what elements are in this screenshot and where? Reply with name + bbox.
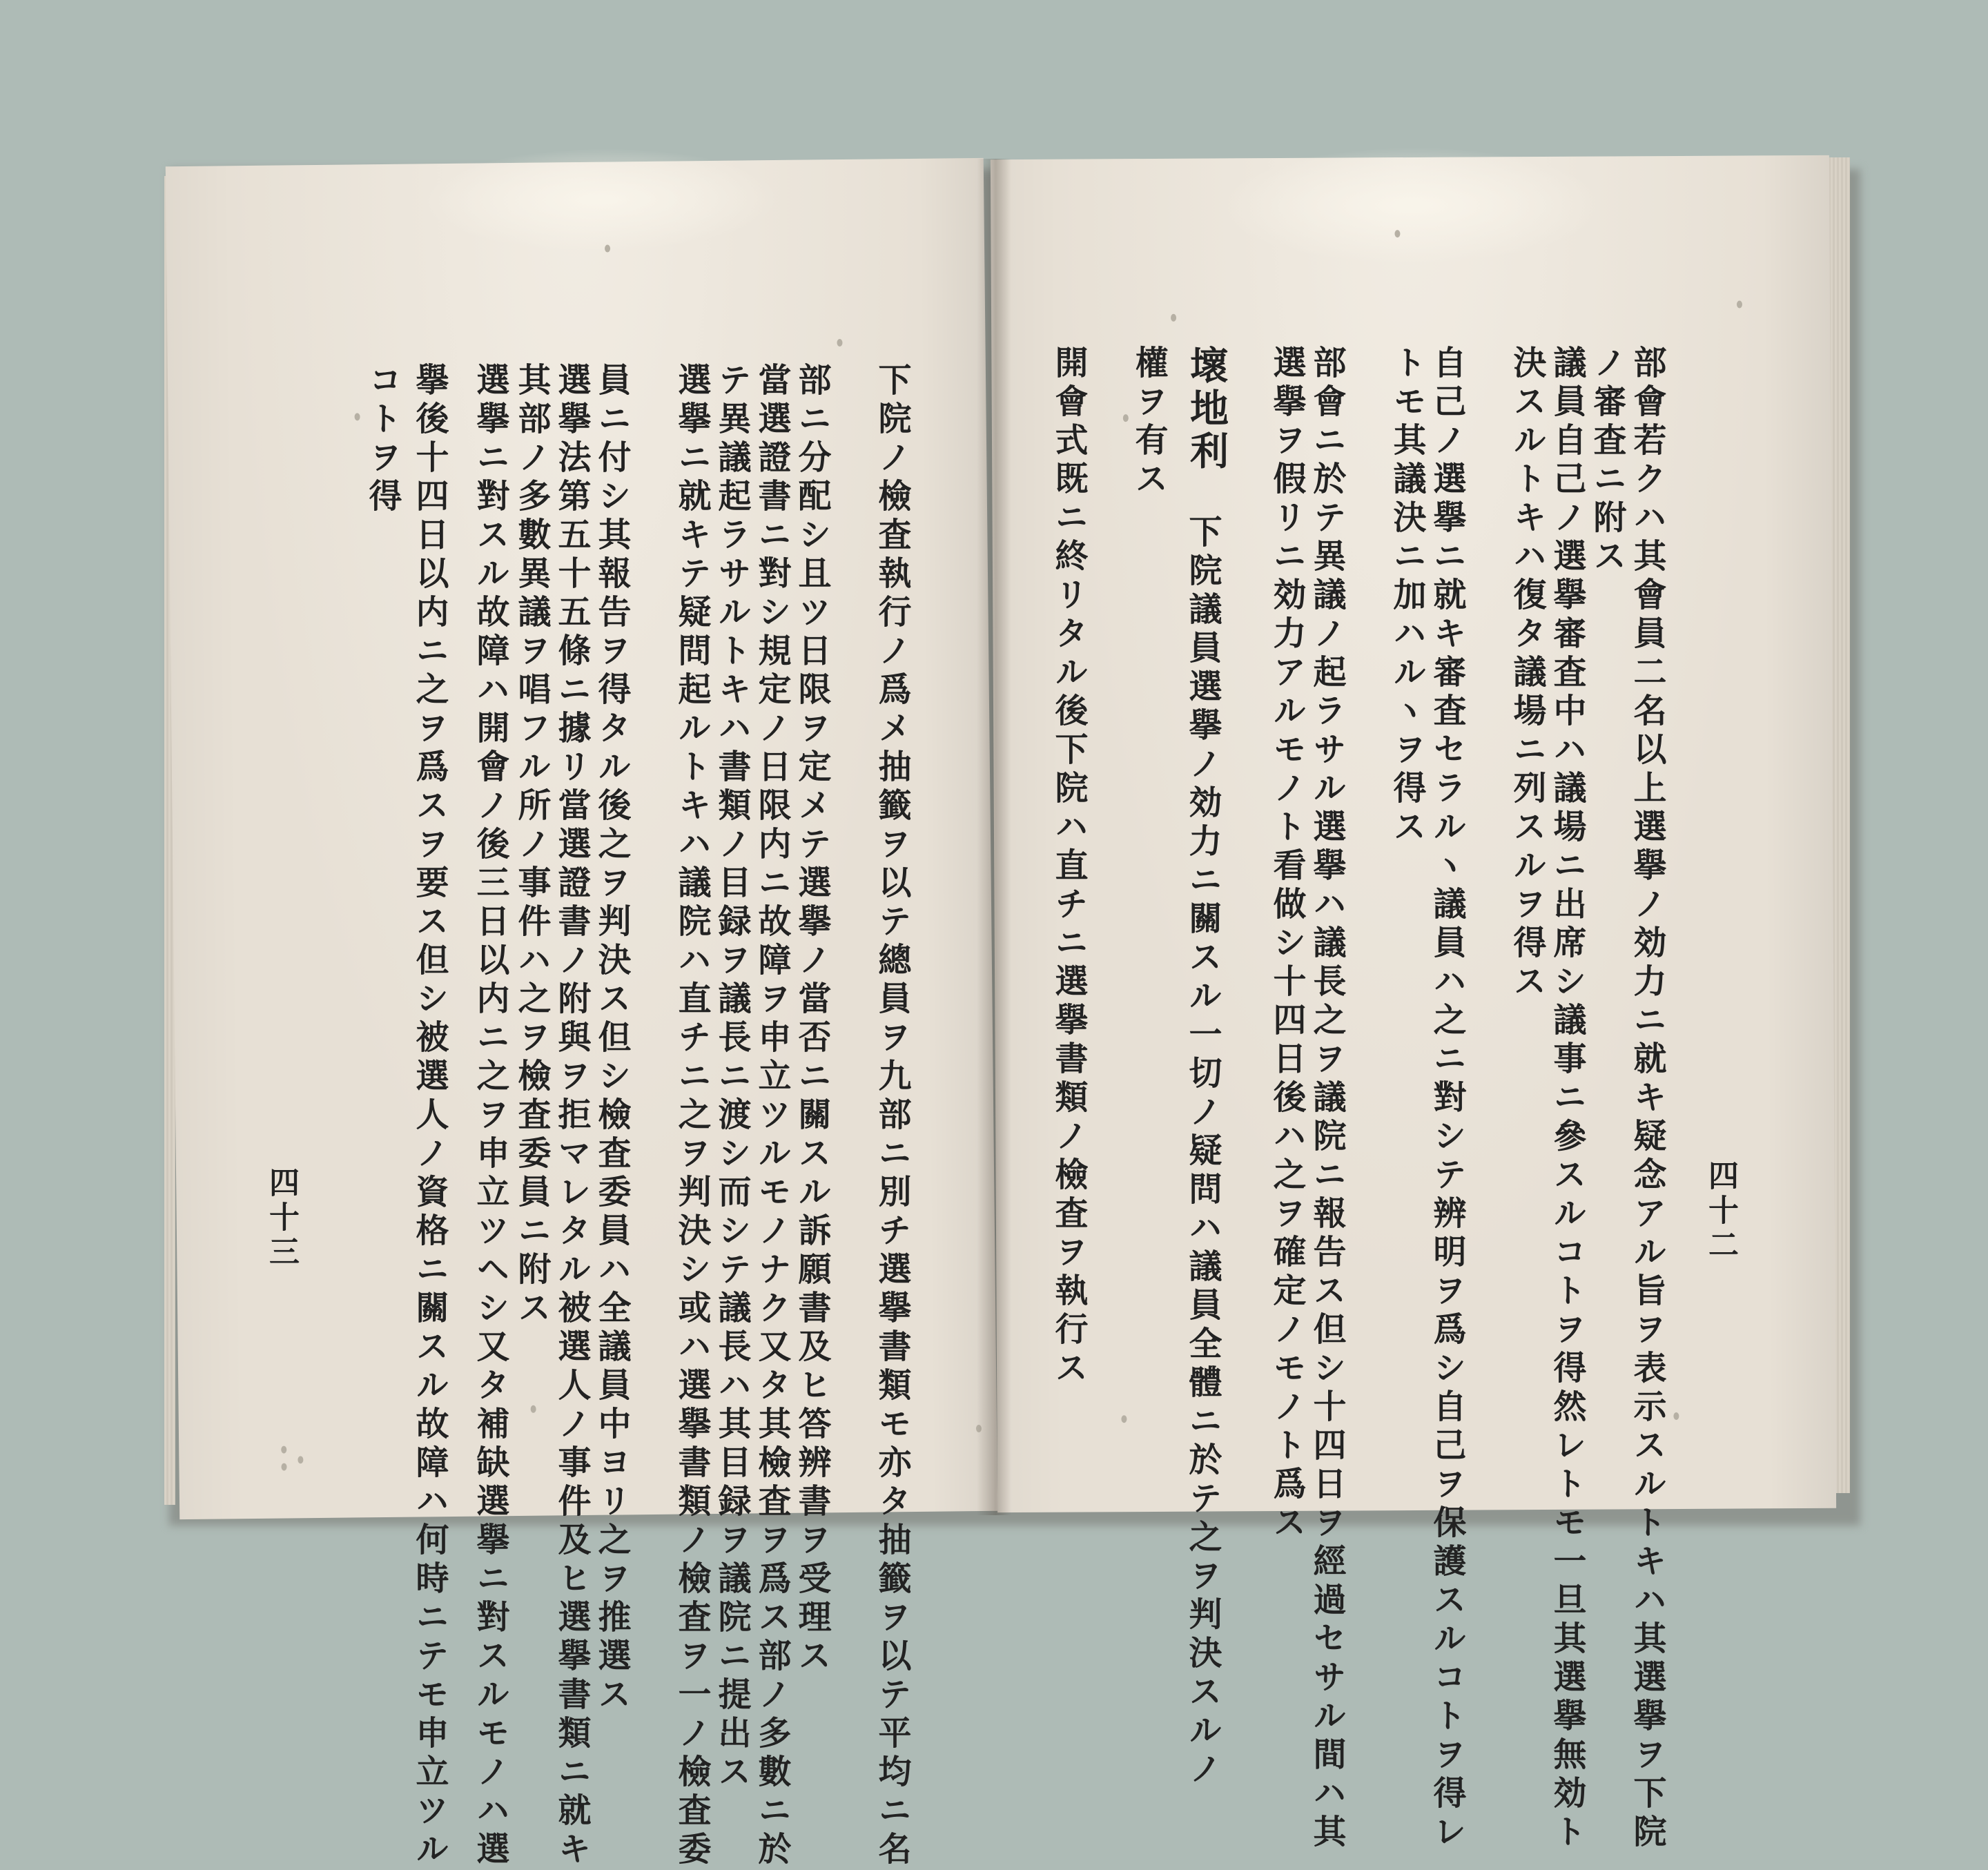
- spot: [1394, 230, 1400, 237]
- book-gutter: [977, 159, 1011, 1515]
- right-col-3: 議員自己ノ選擧審査中ハ議場ニ出席シ議事ニ參スルコトヲ得然レトモ一旦其選擧無効ト: [1548, 345, 1586, 1853]
- left-col-6: 員ニ付シ其報告ヲ得タル後之ヲ判決ス但シ檢査委員ハ全議員中ヨリ之ヲ推選ス: [592, 362, 631, 1715]
- right-heading-lead: 下院議員選擧ノ効力ニ關スル一切ノ疑問ハ議員全體ニ於テ之ヲ判決スルノ: [1183, 514, 1222, 1790]
- spot: [355, 413, 360, 420]
- section-heading: 壞地利: [1184, 345, 1229, 474]
- left-col-3: 當選證書ニ對シ規定ノ日限内ニ故障ヲ申立ツルモノナク又タ其檢査ヲ爲ス部ノ多數ニ於: [752, 362, 791, 1870]
- left-col-8: 其部ノ多數異議ヲ唱フル所ノ事件ハ之ヲ檢査委員ニ附ス: [512, 362, 551, 1329]
- right-col-2: ノ審査ニ附ス: [1588, 345, 1626, 577]
- spot: [1737, 300, 1742, 308]
- left-col-5: 選擧ニ就キテ疑問起ルトキハ議院ハ直チニ之ヲ判決シ或ハ選擧書類ノ檢査ヲ一ノ檢査委: [672, 362, 711, 1870]
- spot: [281, 1446, 286, 1454]
- right-col-8: 選擧ヲ假リニ効力アルモノト看做シ十四日後ハ之ヲ確定ノモノト爲ス: [1267, 345, 1306, 1543]
- spot: [531, 1405, 536, 1413]
- spot: [605, 245, 610, 253]
- right-col-1: 部會若クハ其會員二名以上選擧ノ効力ニ就キ疑念アル旨ヲ表示スルトキハ其選擧ヲ下院: [1628, 345, 1666, 1853]
- page-stain: [421, 146, 781, 253]
- left-col-1: 下院ノ檢査執行ノ爲メ抽籤ヲ以テ總員ヲ九部ニ別チ選擧書類モ亦タ抽籤ヲ以テ平均ニ名: [873, 362, 911, 1870]
- right-col-last: 開會式既ニ終リタル後下院ハ直チニ選擧書類ノ檢査ヲ執行ス: [1049, 345, 1088, 1389]
- page-number-right: 四十二: [1703, 1160, 1738, 1263]
- spot: [298, 1456, 303, 1463]
- left-col-4: テ異議起ラサルトキハ書類ノ目録ヲ議長ニ渡シ而シテ議長ハ其目録ヲ議院ニ提出ス: [712, 362, 751, 1793]
- spot: [1171, 314, 1176, 322]
- spot: [1123, 414, 1129, 422]
- right-heading-cont: 權ヲ有ス: [1129, 345, 1168, 500]
- spot: [837, 339, 842, 347]
- right-col-6: トモ其議決ニ加ハルヽヲ得ス: [1387, 345, 1426, 848]
- page-number-left: 四十三: [264, 1167, 299, 1270]
- right-col-7: 部會ニ於テ異議ノ起ラサル選擧ハ議長之ヲ議院ニ報告ス但シ十四日ヲ經過セサル間ハ其: [1307, 345, 1346, 1853]
- left-col-2: 部ニ分配シ且ツ日限ヲ定メテ選擧ノ當否ニ關スル訴願書及ヒ答辨書ヲ受理ス: [792, 362, 831, 1677]
- page-stain: [1218, 146, 1606, 266]
- right-col-5: 自己ノ選擧ニ就キ審査セラルヽ議員ハ之ニ對シテ辨明ヲ爲シ自己ヲ保護スルコトヲ得レ: [1427, 345, 1466, 1853]
- left-col-7: 選擧法第五十五條ニ據リ當選證書ノ附與ヲ拒マレタル被選人ノ事件及ヒ選擧書類ニ就キ: [552, 362, 591, 1870]
- right-col-4: 決スルトキハ復タ議場ニ列スルヲ得ス: [1508, 345, 1546, 1002]
- left-col-10: 擧後十四日以内ニ之ヲ爲スヲ要ス但シ被選人ノ資格ニ關スル故障ハ何時ニテモ申立ツル: [410, 362, 449, 1870]
- spot: [1121, 1415, 1127, 1423]
- left-col-9: 選擧ニ對スル故障ハ開會ノ後三日以内ニ之ヲ申立ツヘシ又タ補缺選擧ニ對スルモノハ選: [471, 362, 509, 1870]
- spot: [1673, 1412, 1679, 1420]
- spot: [281, 1463, 286, 1471]
- left-col-11: コトヲ得: [363, 362, 402, 517]
